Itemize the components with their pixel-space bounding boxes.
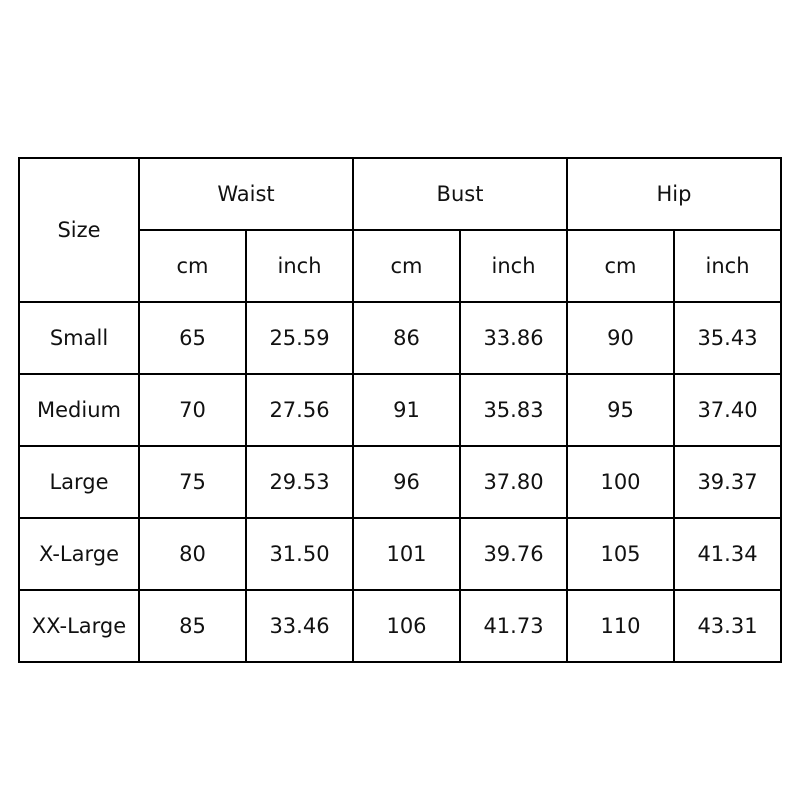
- row-size-label: XX-Large: [19, 590, 139, 662]
- table-row: [19, 518, 781, 590]
- header-bust-inch: inch: [460, 230, 567, 302]
- cell-hip-inch: 35.43: [674, 302, 781, 374]
- cell-waist-cm: 65: [139, 302, 246, 374]
- table-row: [19, 446, 781, 518]
- header-hip-inch: inch: [674, 230, 781, 302]
- cell-bust-inch: 37.80: [460, 446, 567, 518]
- row-size-label: X-Large: [19, 518, 139, 590]
- header-group-hip: Hip: [567, 158, 781, 230]
- cell-waist-inch: 31.50: [246, 518, 353, 590]
- size-chart-container: [18, 157, 782, 663]
- header-waist-inch: inch: [246, 230, 353, 302]
- header-group-waist: Waist: [139, 158, 353, 230]
- table-row: [19, 374, 781, 446]
- cell-hip-cm: 100: [567, 446, 674, 518]
- cell-hip-cm: 105: [567, 518, 674, 590]
- cell-waist-cm: 85: [139, 590, 246, 662]
- cell-waist-inch: 29.53: [246, 446, 353, 518]
- cell-waist-cm: 70: [139, 374, 246, 446]
- cell-hip-cm: 90: [567, 302, 674, 374]
- size-chart-table: [18, 157, 782, 663]
- cell-waist-inch: 25.59: [246, 302, 353, 374]
- header-waist-cm: cm: [139, 230, 246, 302]
- cell-bust-inch: 39.76: [460, 518, 567, 590]
- cell-hip-inch: 43.31: [674, 590, 781, 662]
- cell-hip-inch: 37.40: [674, 374, 781, 446]
- cell-hip-cm: 95: [567, 374, 674, 446]
- header-group-bust: Bust: [353, 158, 567, 230]
- cell-bust-cm: 96: [353, 446, 460, 518]
- cell-waist-cm: 80: [139, 518, 246, 590]
- header-hip-cm: cm: [567, 230, 674, 302]
- row-size-label: Medium: [19, 374, 139, 446]
- cell-bust-inch: 33.86: [460, 302, 567, 374]
- cell-waist-inch: 33.46: [246, 590, 353, 662]
- cell-hip-cm: 110: [567, 590, 674, 662]
- cell-waist-cm: 75: [139, 446, 246, 518]
- row-size-label: Large: [19, 446, 139, 518]
- cell-bust-cm: 86: [353, 302, 460, 374]
- table-row: [19, 590, 781, 662]
- cell-hip-inch: 41.34: [674, 518, 781, 590]
- cell-bust-inch: 35.83: [460, 374, 567, 446]
- table-header-row-groups: [19, 158, 781, 230]
- header-bust-cm: cm: [353, 230, 460, 302]
- cell-bust-cm: 106: [353, 590, 460, 662]
- row-size-label: Small: [19, 302, 139, 374]
- cell-bust-inch: 41.73: [460, 590, 567, 662]
- table-row: [19, 302, 781, 374]
- cell-waist-inch: 27.56: [246, 374, 353, 446]
- cell-bust-cm: 101: [353, 518, 460, 590]
- cell-hip-inch: 39.37: [674, 446, 781, 518]
- header-size: Size: [19, 158, 139, 302]
- cell-bust-cm: 91: [353, 374, 460, 446]
